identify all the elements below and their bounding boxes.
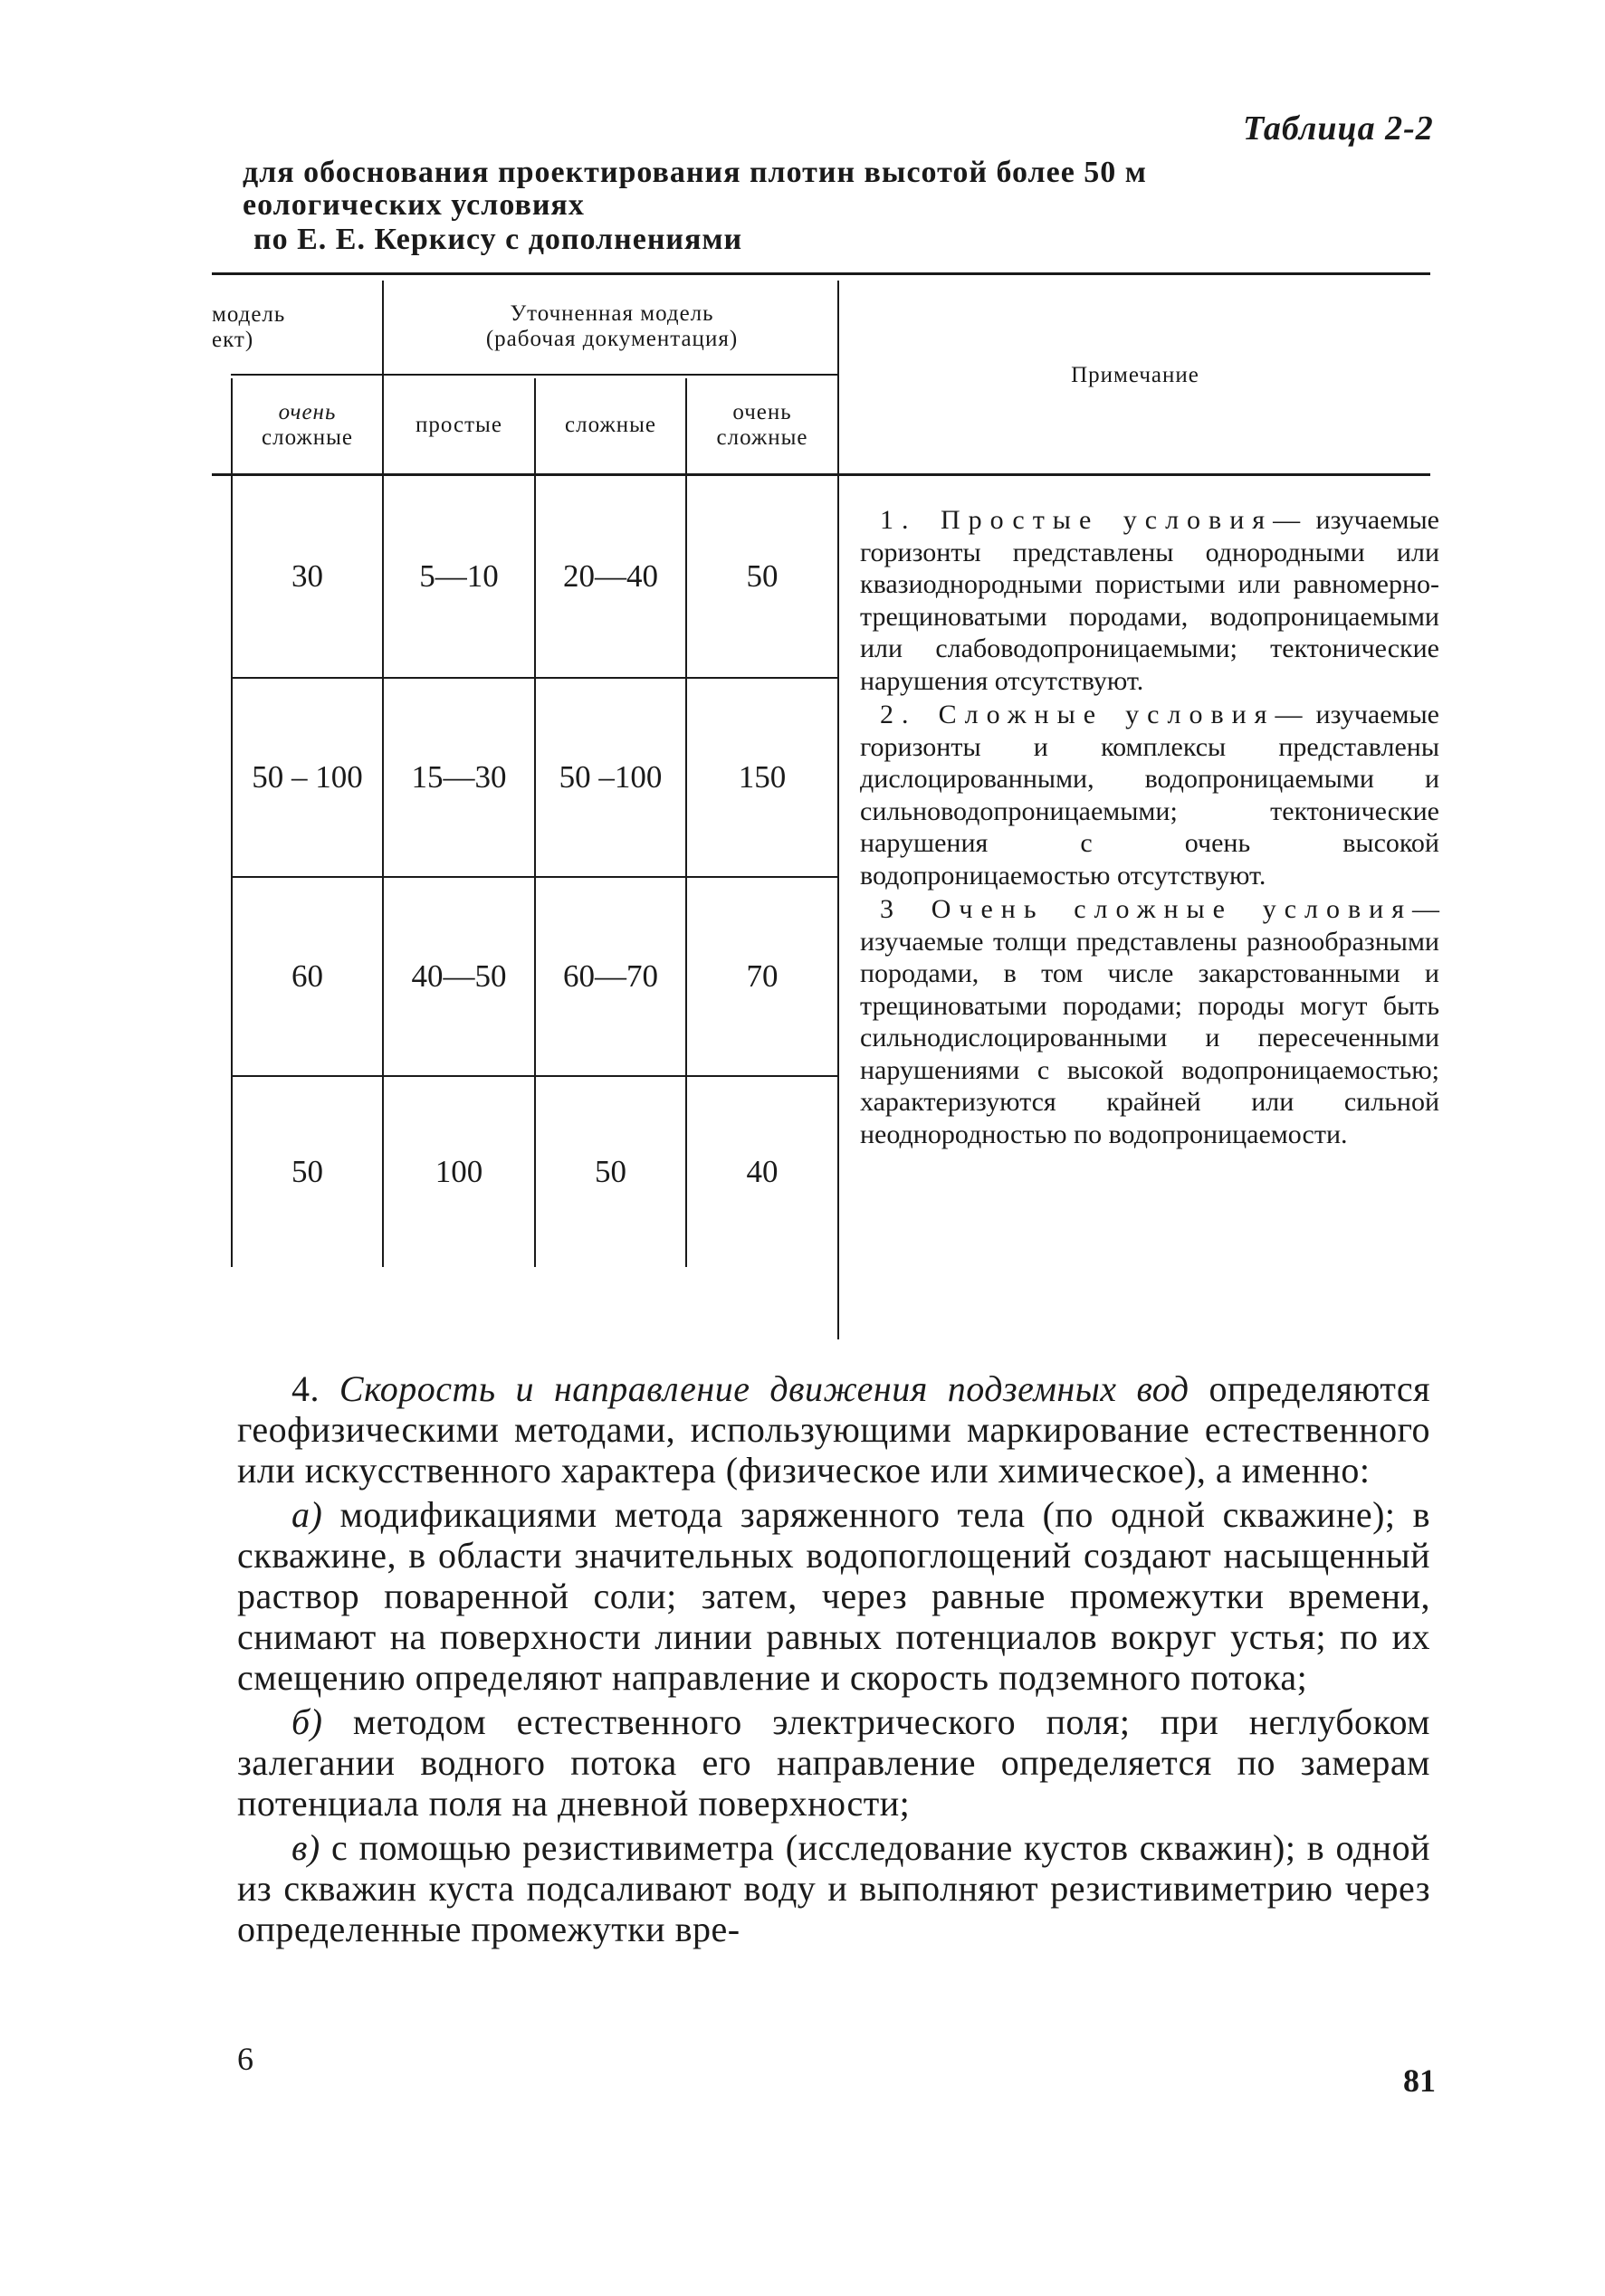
table-cell: 20—40 — [563, 558, 658, 594]
note-2 — [860, 699, 1439, 891]
subheader-col-2 — [384, 389, 534, 462]
note-2-lead: 2. Сложные условия — [880, 700, 1275, 729]
subheader-col-3-line-1: сложные — [565, 413, 656, 437]
paragraph-v-lead: в) — [291, 1827, 320, 1868]
table-title-line-3: по Е. Е. Керкису с дополнениями — [253, 223, 743, 256]
header-group-refined-line-2: (рабочая документация) — [485, 327, 739, 351]
body-text — [237, 1368, 1430, 1953]
table-cell: 40 — [746, 1154, 779, 1189]
paragraph-v — [237, 1827, 1430, 1949]
paragraph-b-lead: б) — [291, 1701, 323, 1742]
header-group-left-line-1: модель — [212, 302, 286, 327]
paragraph-a — [237, 1494, 1430, 1698]
paragraph-4-lead: 4. — [291, 1368, 320, 1409]
header-group-refined — [386, 295, 838, 358]
table-cell: 50 — [291, 1154, 323, 1189]
paragraph-4-text: определяются геофизическими методами, использующими маркирование естественного или искусственного характера (физическое или химическое), а именно: — [237, 1368, 1431, 1491]
col-rule-note — [837, 281, 839, 1339]
note-1-text: — изучаемые горизонты представлены однородными или квазиоднородными пористыми или равномерно-трещиноватыми породами, водопроницаемыми или слабоводопроницаемыми; тектонические нарушения отсутствуют. — [860, 505, 1439, 696]
table-cell: 40—50 — [411, 958, 507, 994]
paragraph-4-italic: Скорость и направление движения подземных вод — [339, 1368, 1189, 1409]
table-cell: 30 — [291, 558, 323, 594]
subheader-col-1-line-2: сложные — [262, 425, 353, 450]
paragraph-4 — [237, 1368, 1430, 1491]
table-cell: 70 — [746, 958, 779, 994]
paragraph-v-text: с помощью резистивиметра (исследование кустов скважин); в одной из скважин куста подсаливают воду и выполняют резистивиметрию через определенные промежутки вре- — [237, 1827, 1430, 1949]
subheader-rule — [231, 374, 837, 376]
page-number: 81 — [1403, 2063, 1436, 2099]
table-cell: 50 — [595, 1154, 626, 1189]
subheader-col-1 — [233, 389, 382, 462]
table-title-line-2: еологических условиях — [243, 188, 585, 222]
paragraph-b — [237, 1701, 1430, 1824]
header-note-label: Примечание — [1071, 363, 1199, 387]
header-group-refined-line-1: Уточненная модель — [510, 301, 714, 326]
table-cell: 60 — [291, 958, 323, 994]
paragraph-a-lead: а) — [291, 1494, 323, 1535]
subheader-col-4-line-1: очень — [732, 400, 792, 424]
table-cell: 60—70 — [563, 958, 658, 994]
table-cell: 100 — [435, 1154, 483, 1189]
subheader-col-2-line-1: простые — [416, 413, 502, 437]
note-1-lead: 1. Простые условия — [880, 505, 1274, 535]
table-cell: 5—10 — [419, 558, 499, 594]
table-top-rule — [212, 272, 1430, 275]
subheader-col-1-line-1: очень — [278, 400, 337, 424]
subheader-col-3 — [536, 389, 685, 462]
table-notes — [860, 504, 1439, 1152]
header-group-left — [212, 299, 348, 357]
paragraph-b-text: методом естественного электрического поля; при неглубоком залегании водного потока его направление определяется по замерам потенциала поля на дневной поверхности; — [237, 1701, 1430, 1824]
subheader-col-4-line-2: сложные — [716, 425, 808, 450]
note-3 — [860, 893, 1439, 1150]
table-cell: 150 — [738, 759, 787, 795]
note-3-lead: 3 Очень сложные условия — [880, 894, 1412, 924]
table-cell: 15—30 — [411, 759, 507, 795]
note-3-text: — изучаемые толщи представлены разнообразными породами, в том числе закарстованными и трещиноватыми породами; породы могут быть сильнодислоцированными и пересеченными нарушениями с высокой водопроницаемостью; характеризуются крайней или сильной неоднородностью по водопроницаемости. — [860, 894, 1439, 1149]
table-cell: 50 – 100 — [252, 759, 363, 795]
header-note — [840, 353, 1430, 398]
table-label: Таблица 2-2 — [1243, 110, 1434, 148]
table-cell: 50 –100 — [559, 759, 663, 795]
signature-mark: 6 — [237, 2041, 253, 2077]
table-cell: 50 — [746, 558, 779, 594]
subheader-col-4 — [687, 389, 837, 462]
note-1 — [860, 504, 1439, 697]
paragraph-a-text: модификациями метода заряженного тела (по одной скважине); в скважине, в области значительных водопоглощений создают насыщенный раствор поваренной соли; затем, через равные промежутки времени, снимают на поверхности линии равных потенциалов вокруг устья; по их смещению определяют направление и скорость подземного потока; — [237, 1494, 1431, 1698]
header-group-left-line-2: ект) — [212, 328, 254, 352]
note-2-text: — изучаемые горизонты и комплексы представлены дислоцированными, водопроницаемыми и сильноводопроницаемыми; тектонические нарушения с очень высокой водопроницаемостью отсутствуют. — [860, 700, 1440, 891]
table-title-line-1: для обоснования проектирования плотин высотой более 50 м — [243, 156, 1147, 189]
